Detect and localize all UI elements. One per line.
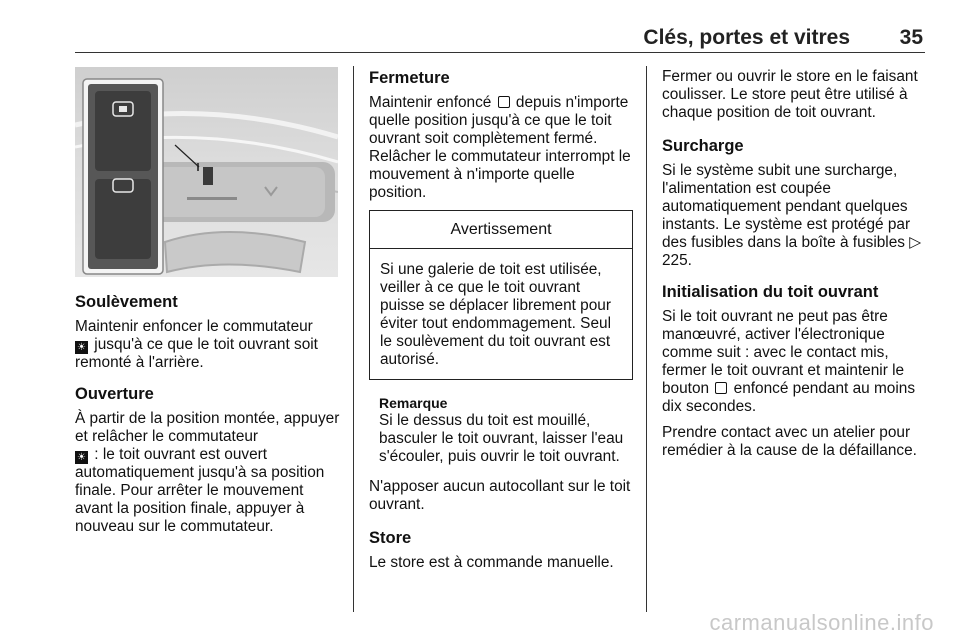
text-fragment: Si le toit ouvrant ne peut pas être manœuvré, activer l'électronique comme suit : avec le contact mis, fermer le toit ouvrant et maintenir le bouton bbox=[662, 308, 905, 397]
paragraph-store-slide: Fermer ou ouvrir le store en le faisant coulisser. Le store peut être utilisé à chaque position de toit ouvrant. bbox=[662, 68, 918, 121]
sunroof-tilt-switch-icon: ☀ bbox=[75, 451, 88, 464]
sunroof-switch-illustration bbox=[75, 67, 338, 277]
paragraph-contact-workshop: Prendre contact avec un atelier pour remédier à la cause de la défaillance. bbox=[662, 424, 917, 459]
section-heading-fermeture: Fermeture bbox=[369, 69, 450, 87]
warning-body: Si une galerie de toit est utilisée, veiller à ce que le toit ouvrant puisse se déplacer librement pour éviter tout endommagement. Seul le soulèvement du toit ouvrant est autorisé. bbox=[380, 261, 611, 368]
text-fragment: Maintenir enfoncé bbox=[369, 94, 492, 111]
section-heading-ouverture: Ouverture bbox=[75, 385, 154, 403]
paragraph-surcharge bbox=[662, 162, 930, 270]
column-divider bbox=[646, 66, 647, 612]
sunroof-close-button-icon bbox=[498, 96, 510, 108]
paragraph-ouverture bbox=[75, 410, 345, 536]
text-fragment: jusqu'à ce que le toit ouvrant soit remonté à l'arrière. bbox=[75, 336, 318, 371]
page-header-title: Clés, portes et vitres bbox=[643, 26, 850, 49]
text-fragment: enfoncé pendant au moins dix secondes. bbox=[662, 380, 916, 415]
note-title: Remarque bbox=[379, 395, 448, 411]
text-fragment: depuis n'importe quelle position jusqu'à ce que le toit ouvrant soit complètement fermé. Relâcher le commutateur interrompt le mouvement à n'importe quelle position. bbox=[369, 94, 631, 201]
paragraph-sticker: N'apposer aucun autocollant sur le toit ouvrant. bbox=[369, 478, 631, 513]
text-fragment: : le toit ouvrant est ouvert automatiquement jusqu'à sa position finale. Pour arrêter le mouvement avant la position finale, appuyer à nouveau sur le commutateur. bbox=[75, 446, 325, 535]
sunroof-close-button-icon bbox=[715, 382, 727, 394]
paragraph-initialisation bbox=[662, 308, 930, 416]
section-heading-initialisation: Initialisation du toit ouvrant bbox=[662, 283, 879, 301]
page-number: 35 bbox=[899, 26, 923, 49]
paragraph-store: Le store est à commande manuelle. bbox=[369, 554, 614, 571]
header-rule bbox=[75, 52, 925, 53]
sunroof-tilt-switch-icon: ☀ bbox=[75, 341, 88, 354]
section-heading-store: Store bbox=[369, 529, 412, 547]
warning-title: Avertissement bbox=[370, 211, 632, 249]
text-fragment: Si le système subit une surcharge, l'alimentation est coupée automatiquement pendant quelques instants. Le système est protégé par des fusibles dans la boîte à fusibles bbox=[662, 162, 911, 251]
section-heading-soulevement: Soulèvement bbox=[75, 293, 178, 311]
paragraph-soulevement bbox=[75, 318, 345, 372]
text-fragment: À partir de la position montée, appuyer et relâcher le commutateur bbox=[75, 410, 340, 445]
column-middle bbox=[369, 68, 633, 580]
page-reference-link[interactable]: 225. bbox=[662, 252, 692, 269]
paragraph-fermeture bbox=[369, 94, 633, 202]
column-right bbox=[662, 68, 930, 468]
note-block bbox=[369, 394, 633, 466]
column-left bbox=[75, 292, 345, 544]
warning-box bbox=[369, 210, 633, 380]
text-fragment: Maintenir enfoncer le commutateur bbox=[75, 318, 313, 335]
column-divider bbox=[353, 66, 354, 612]
page-reference-icon: ▷ bbox=[909, 234, 922, 251]
sunroof-switch-photo bbox=[75, 67, 338, 277]
watermark: carmanualsonline.info bbox=[709, 610, 934, 635]
section-heading-surcharge: Surcharge bbox=[662, 137, 744, 155]
note-body: Si le dessus du toit est mouillé, basculer le toit ouvrant, laisser l'eau s'écouler, puis ouvrir le toit ouvrant. bbox=[379, 412, 624, 465]
